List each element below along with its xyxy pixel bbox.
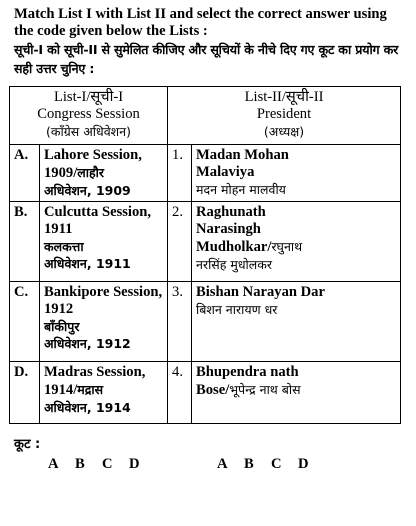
question-text xyxy=(14,6,406,78)
code-col-b: B xyxy=(75,456,85,472)
code-columns-left xyxy=(48,456,156,473)
session-hi: लाहौर xyxy=(77,165,104,180)
code-col-c: C xyxy=(271,456,282,472)
president-cell xyxy=(192,362,401,424)
code-label: कूट : xyxy=(14,437,41,452)
code-col-c: C xyxy=(102,456,113,472)
list-2-title: List-II/सूची-II xyxy=(244,89,324,105)
match-table xyxy=(9,86,401,424)
president-en-3: Mudholkar/ xyxy=(196,239,272,255)
list-1-header xyxy=(10,87,168,145)
session-en: Lahore Session, 1909/ xyxy=(44,147,142,181)
president-cell xyxy=(192,145,401,202)
list-2-subtitle-hindi: (अध्यक्ष) xyxy=(263,124,305,139)
president-en-2: Malaviya xyxy=(196,164,255,180)
code-col-d: D xyxy=(298,456,309,472)
president-cell xyxy=(192,202,401,282)
session-hi-year: अधिवेशन, 1909 xyxy=(44,183,131,198)
list-2-header xyxy=(168,87,401,145)
session-cell xyxy=(40,362,168,424)
row-number: 4. xyxy=(168,362,192,424)
session-en: Bankipore Session, 1912 xyxy=(44,284,163,317)
session-en: Culcutta Session, 1911 xyxy=(44,204,152,237)
president-en: Bishan Narayan Dar xyxy=(196,284,325,300)
president-hi: मदन मोहन मालवीय xyxy=(196,182,286,197)
session-hi: मद्रास xyxy=(77,382,104,397)
row-letter: D. xyxy=(10,362,40,424)
table-row xyxy=(10,145,401,202)
list-1-subtitle: Congress Session xyxy=(37,106,140,122)
question-english: Match List I with List II and select the correct answer using the code given below the Lists : xyxy=(14,6,387,39)
code-col-a: A xyxy=(217,456,228,472)
table-row xyxy=(10,202,401,282)
president-hi: बिशन नारायण धर xyxy=(196,302,278,317)
president-en: Raghunath xyxy=(196,204,266,220)
president-hi: भूपेन्द्र नाथ बोस xyxy=(229,382,301,397)
code-col-d: D xyxy=(129,456,140,472)
president-cell xyxy=(192,282,401,362)
row-letter: C. xyxy=(10,282,40,362)
session-hi-year: अधिवेशन, 1911 xyxy=(44,256,131,271)
president-hi: नरसिंह मुधोलकर xyxy=(196,257,272,272)
president-en: Madan Mohan xyxy=(196,147,289,163)
question-hindi: सूची-I को सूची-II से सुमेलित कीजिए और सूचियों के नीचे दिए गए कूट का प्रयोग कर सही उत्तर चुनिए : xyxy=(14,42,399,76)
code-col-a: A xyxy=(48,456,59,472)
session-hi-year: अधिवेशन, 1912 xyxy=(44,336,131,351)
row-number: 2. xyxy=(168,202,192,282)
row-letter: B. xyxy=(10,202,40,282)
table-row xyxy=(10,362,401,424)
president-hi-1: रघुनाथ xyxy=(271,239,303,254)
session-hi: कलकत्ता xyxy=(44,239,84,254)
session-hi: बाँकीपुर xyxy=(44,319,80,334)
list-2-subtitle: President xyxy=(256,106,312,122)
code-col-b: B xyxy=(244,456,254,472)
table-header-row xyxy=(10,87,401,145)
row-letter: A. xyxy=(10,145,40,202)
president-en-2: Narasingh xyxy=(196,221,261,237)
code-columns-right xyxy=(217,456,325,473)
session-en: Madras Session, 1914/ xyxy=(44,364,146,398)
row-number: 3. xyxy=(168,282,192,362)
list-1-title: List-I/सूची-I xyxy=(53,89,124,105)
table-row xyxy=(10,282,401,362)
session-cell xyxy=(40,282,168,362)
session-cell xyxy=(40,202,168,282)
session-hi-year: अधिवेशन, 1914 xyxy=(44,400,131,415)
president-en-2: Bose/ xyxy=(196,382,230,398)
president-en: Bhupendra nath xyxy=(196,364,299,380)
session-cell xyxy=(40,145,168,202)
list-1-subtitle-hindi: (कॉंग्रेस अधिवेशन) xyxy=(46,124,131,139)
row-number: 1. xyxy=(168,145,192,202)
